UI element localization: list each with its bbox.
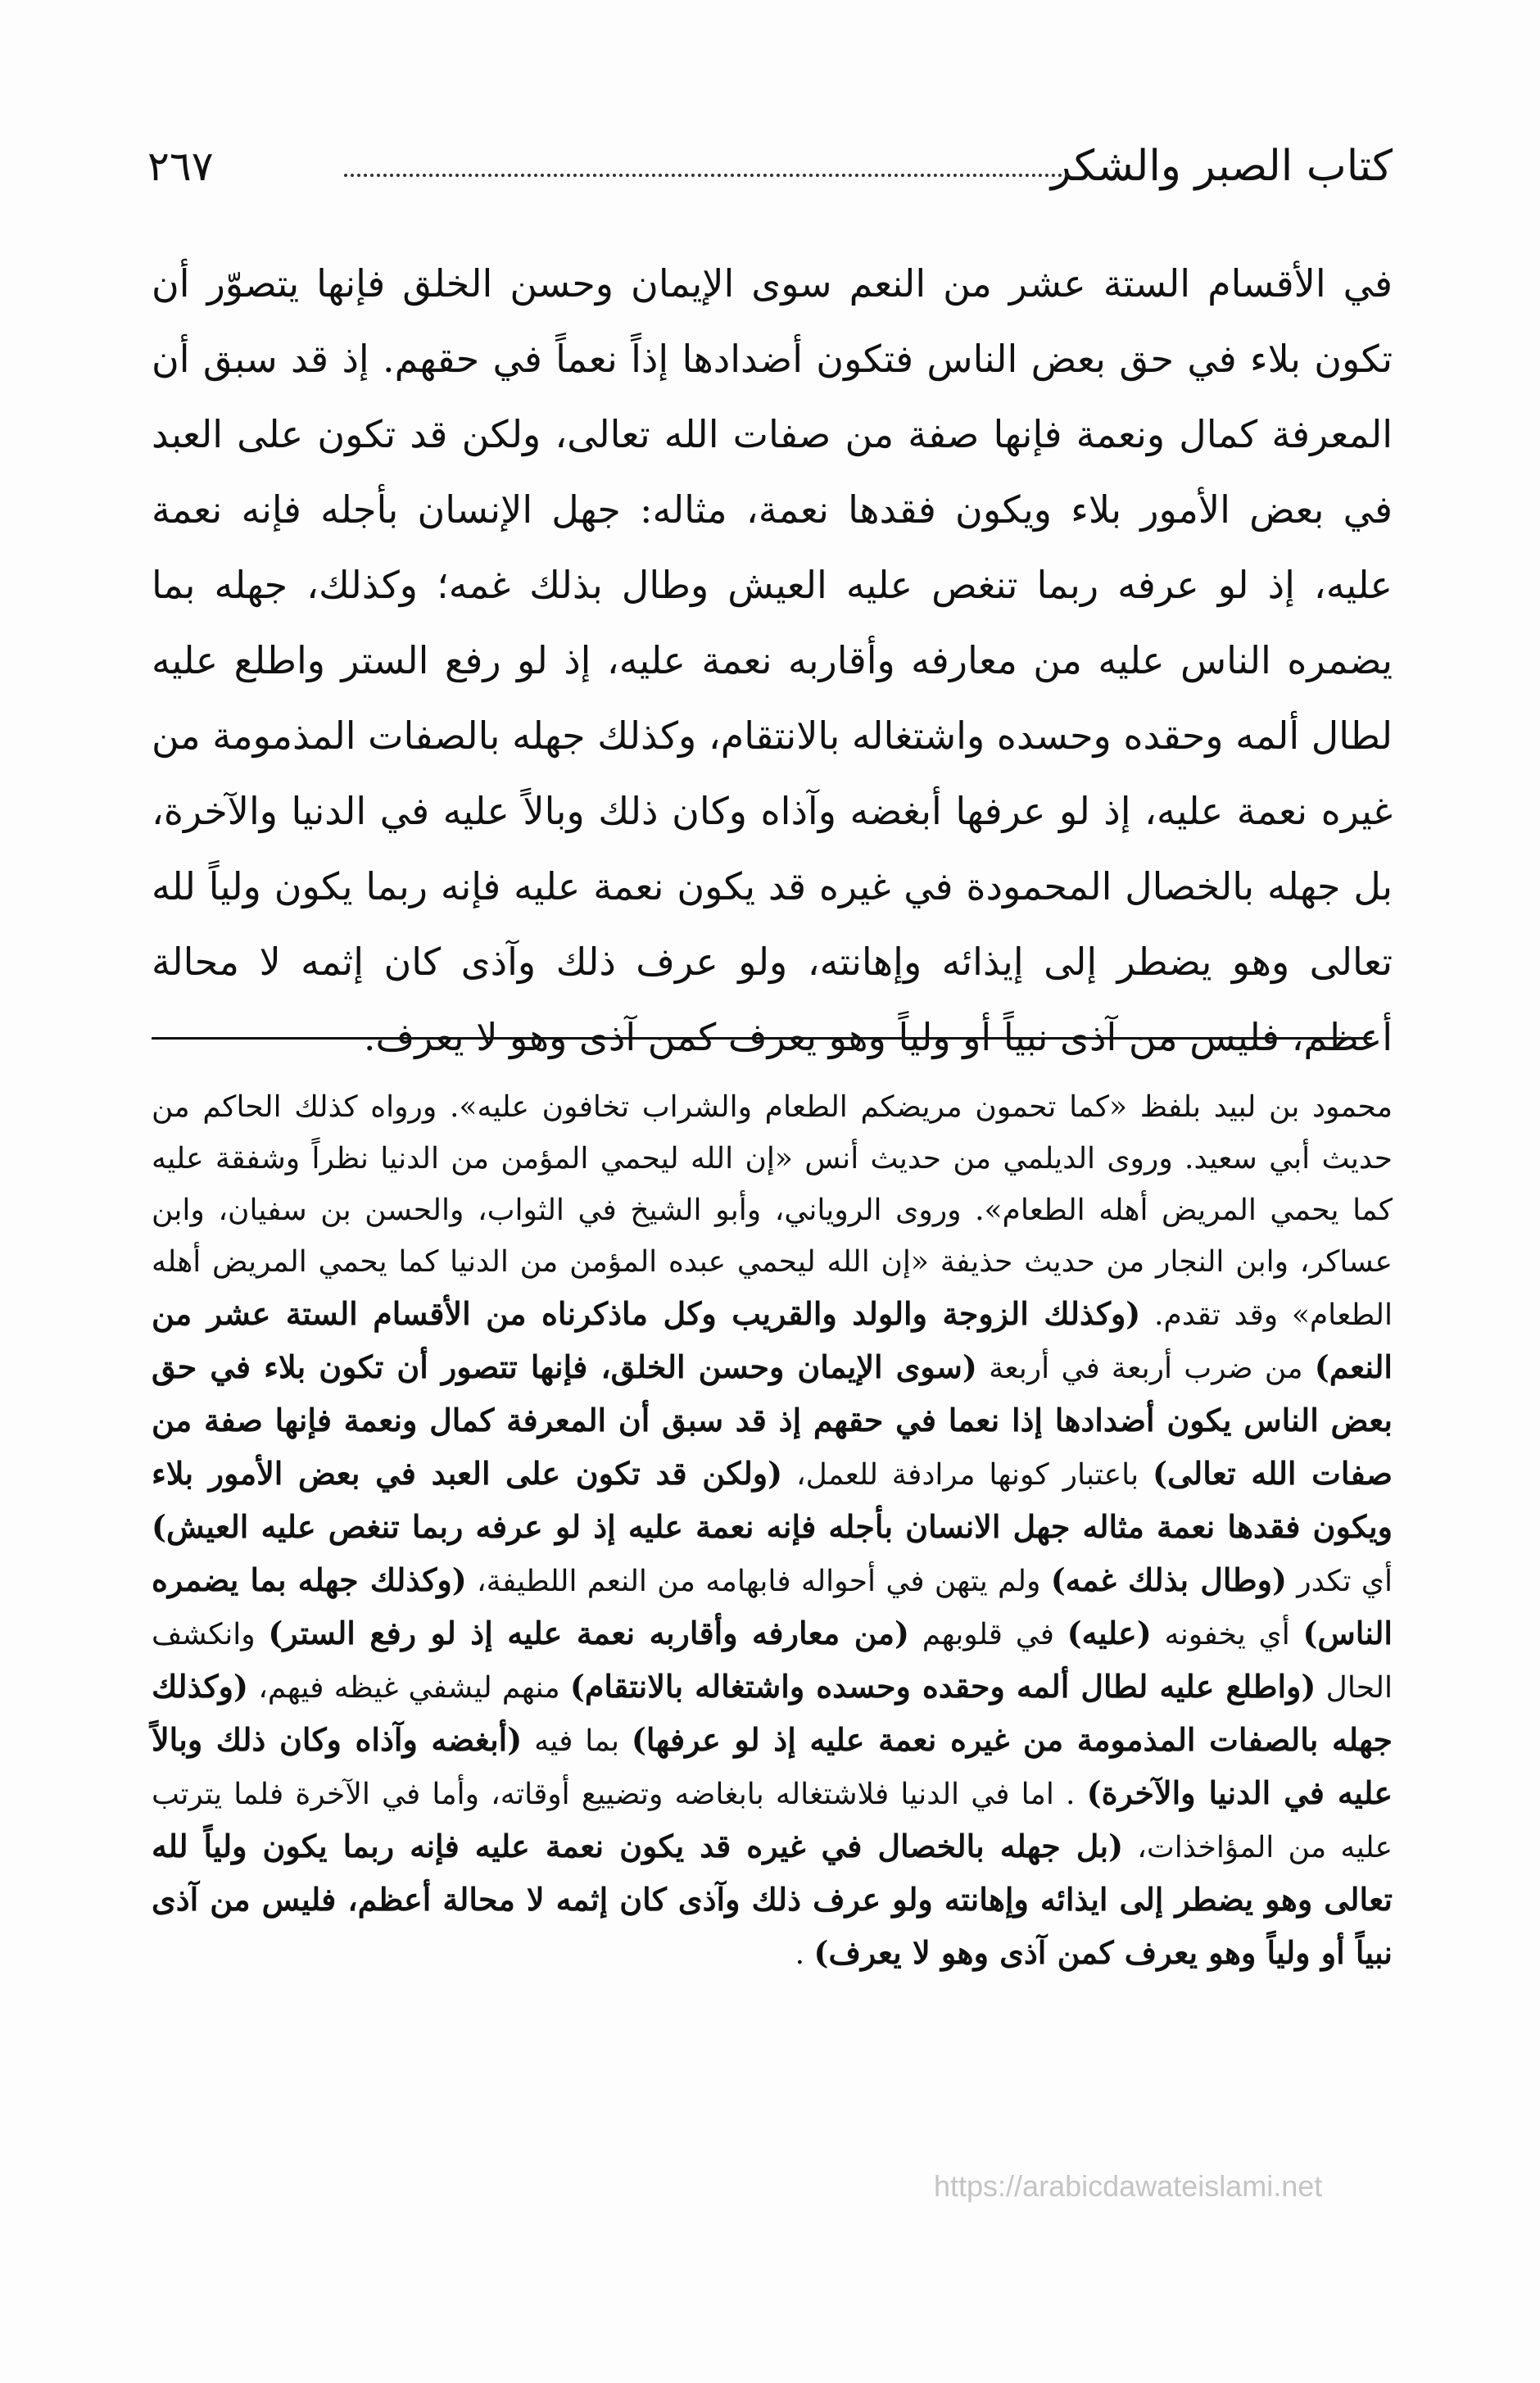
main-paragraph: في الأقسام الستة عشر من النعم سوى الإيمان وحسن الخلق فإنها يتصوّر أن تكون بلاء في حق بعض الناس فتكون أضدادها إذاً نعماً في حقهم. إذ قد سبق أن المعرفة كمال ونعمة فإنها صفة من صفات الله تعالى، ولكن قد تكون على العبد في بعض الأمور بلاء ويكون فقدها نعمة، مثاله: جهل الإنسان بأجله فإنه نعمة عليه، إذ لو عرفه ربما تنغص عليه العيش وطال بذلك غمه؛ وكذلك، جهله بما يضمره الناس عليه من معارفه وأقاربه نعمة عليه، إذ لو رفع الستر واطلع عليه لطال ألمه وحقده وحسده واشتغاله بالانتقام، وكذلك جهله بالصفات المذمومة من غيره نعمة عليه، إذ لو عرفها أبغضه وآذاه وكان ذلك وبالاً عليه في الدنيا والآخرة، بل جهله بالخصال المحمودة في غيره قد يكون نعمة عليه فإنه ربما يكون ولياً لله تعالى وهو يضطر إلى إيذائه وإهانته، ولو عرف ذلك وآذى كان إثمه لا محالة أعظم، فليس من آذى نبياً أو ولياً وهو يعرف كمن آذى وهو لا يعرف. xyxy=(152,261,1393,1059)
commentary-segment: ولم يتهن في أحواله فابهامه من النعم اللطيفة، xyxy=(477,1565,1041,1598)
footnote-separator xyxy=(152,1037,1372,1040)
commentary-segment: محمود بن لبيد بلفظ «كما تحمون مريضكم الطعام والشراب تخافون عليه». ورواه كذلك الحاكم من حديث أبي سعيد. وروى الديلمي من حديث أنس «إن الله ليحمي المؤمن من الدنيا نظراً وشفقة عليه كما يحمي المريض أهله الطعام». وروى الروياني، وأبو الشيخ في الثواب، والحسن بن سفيان، وابن عساكر، وابن النجار من حديث حذيفة «إن الله ليحمي عبده المؤمن من الدنيا كما يحمي المريض أهله الطعام» وقد تقدم. xyxy=(152,1090,1393,1332)
quoted-text-segment: (أبغضه وآذاه وكان ذلك وبالاً عليه في الدنيا والآخرة) xyxy=(152,1721,1393,1811)
commentary-segment: باعتبار كونها مرادفة للعمل، xyxy=(795,1458,1139,1492)
quoted-text-segment: (وطال بذلك غمه) xyxy=(1050,1561,1287,1598)
commentary-segment: أي تكدر xyxy=(1297,1565,1393,1598)
commentary-segment: أي يخفونه xyxy=(1164,1618,1290,1651)
page-number: ٢٦٧ xyxy=(147,143,214,190)
commentary-segment: في قلوبهم xyxy=(922,1618,1054,1651)
watermark-url: https://arabicdawateislami.net xyxy=(934,2169,1323,2203)
commentary-segment: . اما في الدنيا فلاشتغاله بابغاضه وتضييع أوقاته، وأما في الآخرة فلما يترتب عليه من المؤاخذات، xyxy=(152,1778,1393,1864)
page-header xyxy=(147,138,1393,195)
main-text-block xyxy=(152,246,1393,1075)
quoted-text-segment: (وكذلك جهله بالصفات المذمومة من غيره نعمة عليه إذ لو عرفها) xyxy=(152,1668,1393,1758)
commentary-block xyxy=(152,1081,1393,1980)
commentary-segment: بما فيه xyxy=(534,1724,620,1758)
quoted-text-segment: (عليه) xyxy=(1067,1615,1152,1651)
commentary-segment: وانكشف الحال xyxy=(152,1618,1393,1705)
commentary-paragraph xyxy=(152,1081,1393,1980)
quoted-text-segment: (واطلع عليه لطال ألمه وحقده وحسده واشتغاله بالانتقام) xyxy=(569,1668,1316,1705)
running-title: كتاب الصبر والشكر xyxy=(1050,142,1393,191)
quoted-text-segment: (سوى الإيمان وحسن الخلق، فإنها تتصور أن تكون بلاء في حق بعض الناس يكون أضدادها إذا نعما في حقهم إذ قد سبق أن المعرفة كمال ونعمة فإنها صفة من صفات الله تعالى) xyxy=(152,1348,1393,1492)
quoted-text-segment: (وكذلك جهله بما يضمره الناس) xyxy=(152,1561,1393,1651)
quoted-text-segment: (بل جهله بالخصال في غيره قد يكون نعمة عليه فإنه ربما يكون ولياً لله تعالى وهو يضطر إلى ايذائه وإهانته ولو عرف ذلك وآذى كان إثمه لا محالة أعظم، فليس من آذى نبياً أو ولياً وهو يعرف كمن آذى وهو لا يعرف) xyxy=(152,1828,1393,1971)
leader-dots xyxy=(344,174,1069,177)
commentary-segment: . xyxy=(795,1937,805,1971)
quoted-text-segment: (من معارفه وأقاربه نعمة عليه إذ لو رفع الستر) xyxy=(268,1615,909,1651)
quoted-text-segment: (وكذلك الزوجة والولد والقريب وكل ماذكرناه من الأقسام الستة عشر من النعم) xyxy=(152,1295,1393,1385)
commentary-segment: من ضرب أربعة في أربعة xyxy=(989,1352,1303,1385)
quoted-text-segment: (ولكن قد تكون على العبد في بعض الأمور بلاء ويكون فقدها نعمة مثاله جهل الانسان بأجله فإنه نعمة عليه إذ لو عرفه ربما تنغص عليه العيش) xyxy=(152,1455,1393,1545)
commentary-segment: منهم ليشفي غيظه فيهم، xyxy=(258,1671,560,1705)
